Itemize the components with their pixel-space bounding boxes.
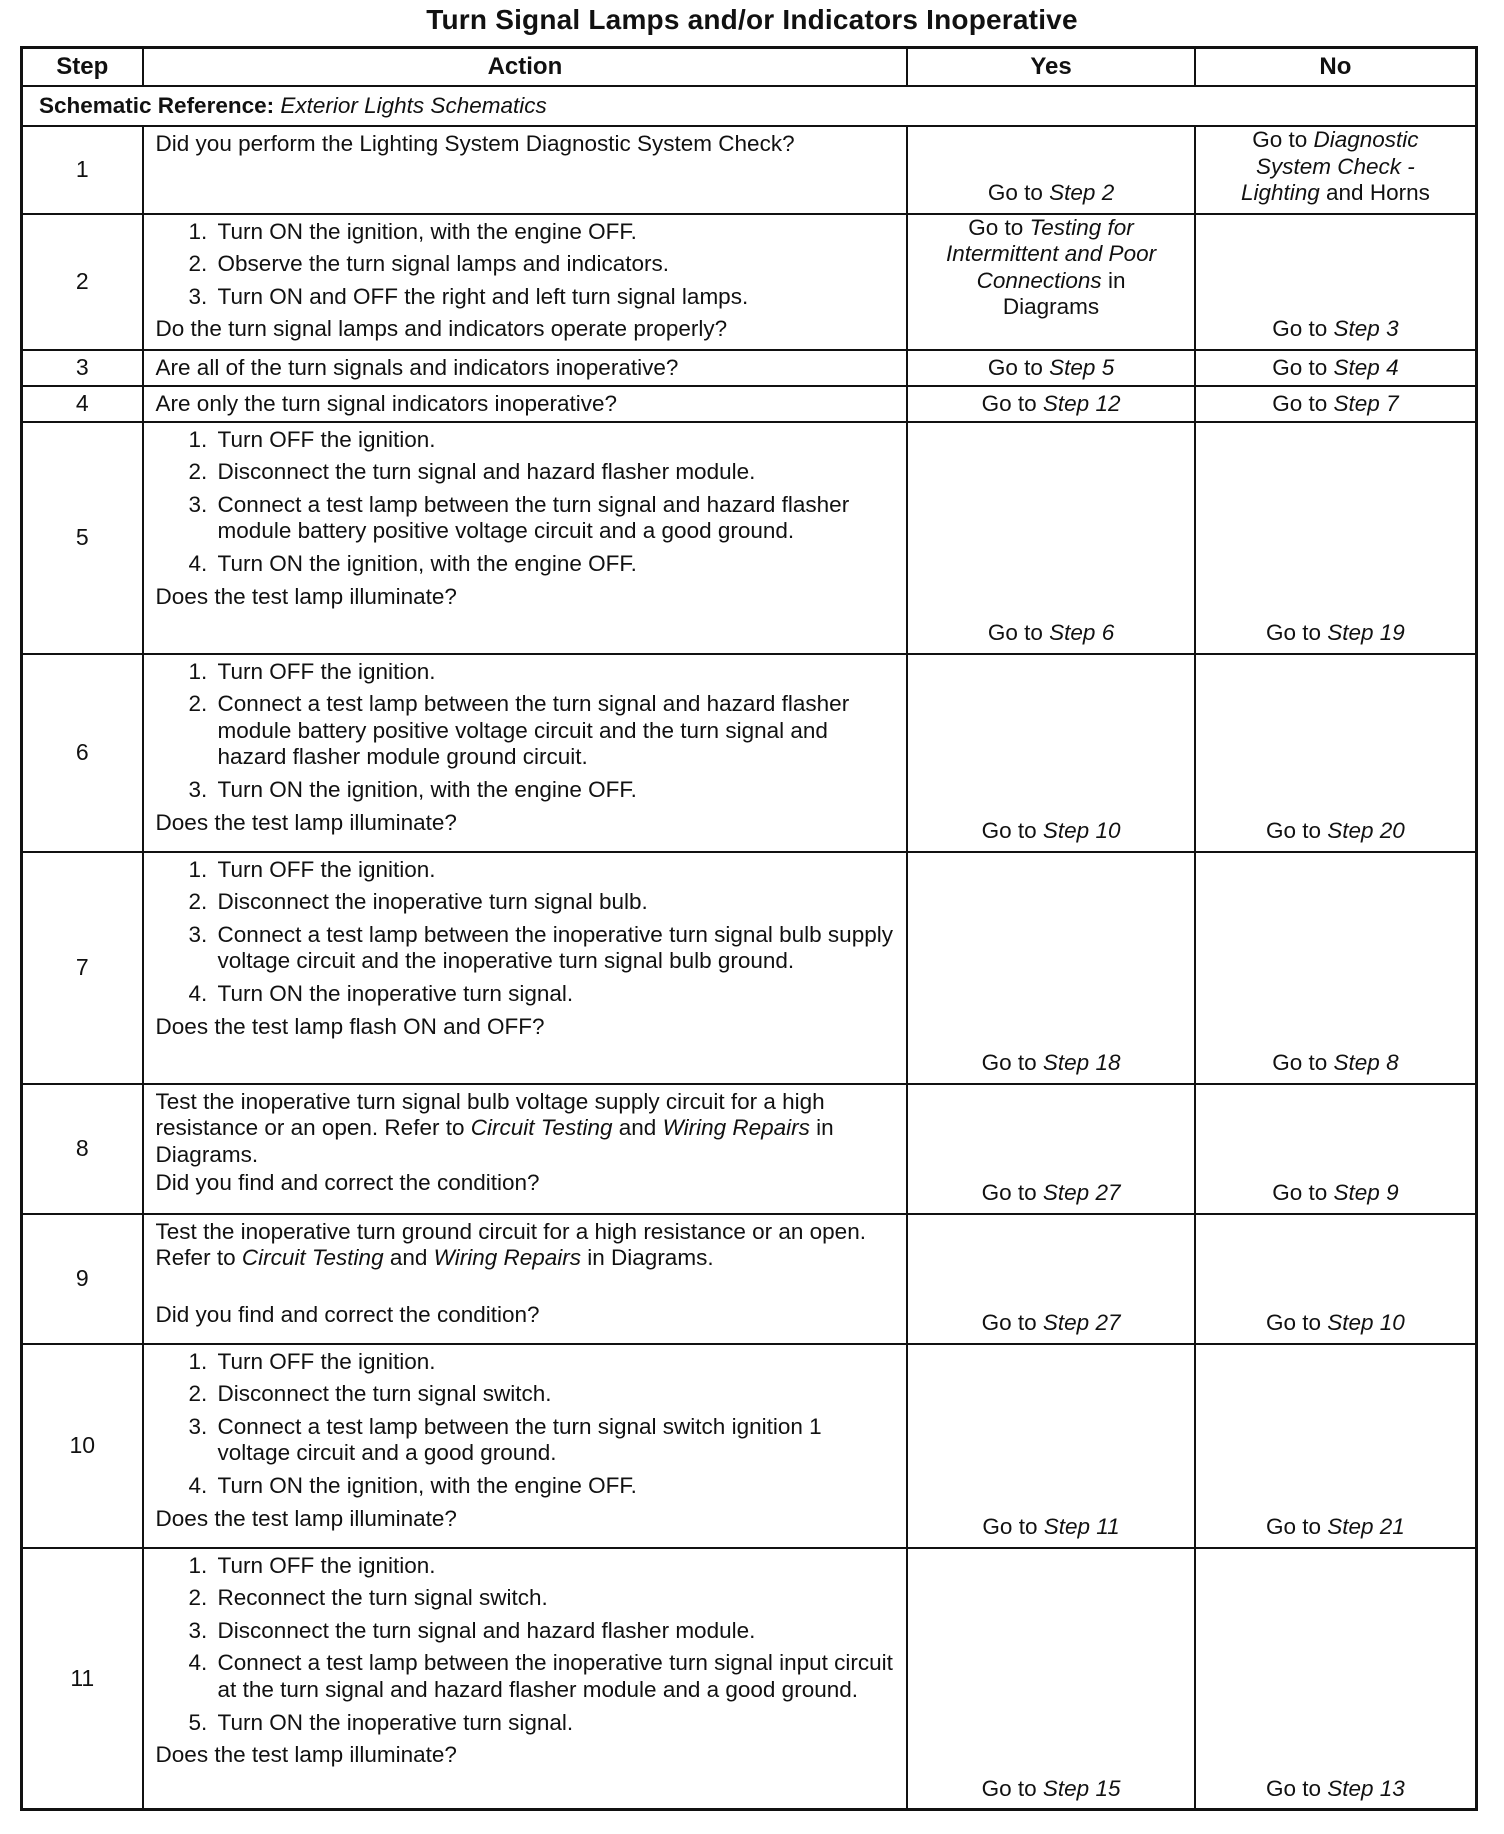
step-ref xyxy=(1334,1050,1399,1075)
goto-link[interactable] xyxy=(982,818,1121,843)
substep-list xyxy=(156,1349,901,1500)
step-word: Step xyxy=(1042,1180,1090,1206)
step-target: 18 xyxy=(1095,1050,1121,1076)
goto-link[interactable] xyxy=(1272,316,1398,341)
goto-text: Go to xyxy=(1265,818,1321,844)
step-ref xyxy=(1049,620,1114,645)
substep: 5. Turn ON the inoperative turn signal. xyxy=(214,1710,901,1737)
step-target: 2 xyxy=(1101,180,1115,206)
step-word: Step xyxy=(1042,1310,1090,1336)
substep: 2. Observe the turn signal lamps and indicators. xyxy=(214,251,901,278)
action-question: Did you find and correct the condition? xyxy=(155,1170,540,1196)
action-question: Do the turn signal lamps and indicators operate properly? xyxy=(155,316,728,342)
goto-text: Go to xyxy=(981,1050,1037,1076)
substep: 2. Disconnect the inoperative turn signal bulb. xyxy=(214,889,901,916)
no-cell xyxy=(1195,1344,1477,1548)
substep: 2. Disconnect the turn signal switch. xyxy=(214,1381,901,1408)
goto-link[interactable] xyxy=(982,1310,1121,1335)
action-cell xyxy=(143,852,908,1084)
yes-cell xyxy=(907,1344,1195,1548)
action-question: Does the test lamp illuminate? xyxy=(155,1505,457,1531)
step-target: 13 xyxy=(1379,1775,1405,1801)
goto-link[interactable] xyxy=(1272,1180,1398,1205)
action-question: Does the test lamp illuminate? xyxy=(155,1742,457,1768)
step-word: Step xyxy=(1333,1050,1380,1076)
step-target: 4 xyxy=(1386,354,1399,380)
action-cell xyxy=(143,1548,908,1810)
table-row xyxy=(22,654,1477,852)
step-ref xyxy=(1334,355,1399,380)
no-cell xyxy=(1195,422,1477,654)
substep: 3. Connect a test lamp between the inoperative turn signal bulb supply voltage circuit and the inoperative turn signal bulb ground. xyxy=(214,922,901,975)
substep: 1. Turn OFF the ignition. xyxy=(214,427,901,454)
goto-text: Go to xyxy=(987,620,1043,646)
header-yes: Yes xyxy=(907,48,1195,87)
table-row xyxy=(22,350,1477,386)
action-text xyxy=(156,1089,901,1169)
step-target: 27 xyxy=(1095,1180,1121,1206)
ref-text: and Horns xyxy=(1326,180,1430,206)
goto-text: Go to xyxy=(1252,127,1308,152)
step-word: Step xyxy=(1327,818,1374,844)
substep-list xyxy=(156,659,901,804)
wiring-repairs-link[interactable]: Wiring Repairs xyxy=(662,1115,810,1141)
ref-text: Diagnostic xyxy=(1313,127,1419,152)
goto-link[interactable] xyxy=(1266,620,1405,645)
substep-list xyxy=(156,427,901,578)
step-number: 7 xyxy=(22,852,143,1084)
substep: 2. Connect a test lamp between the turn signal and hazard flasher module battery positive voltage circuit and the turn signal and hazard flasher module ground circuit. xyxy=(214,691,901,771)
substep: 1. Turn OFF the ignition. xyxy=(214,1349,901,1376)
action-question: Does the test lamp illuminate? xyxy=(155,583,457,609)
substep-list xyxy=(156,1553,901,1736)
ref-text: Intermittent and Poor xyxy=(945,241,1157,267)
table-row xyxy=(22,422,1477,654)
goto-link[interactable] xyxy=(1272,1050,1398,1075)
substep: 4. Turn ON the ignition, with the engine OFF. xyxy=(214,551,901,578)
header-no: No xyxy=(1195,48,1477,87)
goto-link[interactable] xyxy=(982,1514,1119,1539)
action-cell xyxy=(143,1214,908,1344)
step-number: 6 xyxy=(22,654,143,852)
goto-link[interactable] xyxy=(1266,1514,1405,1539)
step-ref xyxy=(1327,620,1405,645)
step-target: 3 xyxy=(1386,316,1399,342)
step-number: 2 xyxy=(22,214,143,350)
action-cell xyxy=(143,1084,908,1214)
goto-link[interactable] xyxy=(1266,818,1405,843)
goto-text: Go to xyxy=(1272,1050,1328,1076)
ref-text: Connections xyxy=(976,267,1102,293)
step-word: Step xyxy=(1327,620,1374,646)
schematic-row xyxy=(22,86,1477,126)
goto-text: Go to xyxy=(1272,354,1328,380)
substep: 4. Turn ON the inoperative turn signal. xyxy=(214,981,901,1008)
substep: 3. Connect a test lamp between the turn signal and hazard flasher module battery positive voltage circuit and a good ground. xyxy=(214,492,901,545)
yes-cell xyxy=(907,214,1195,350)
action-cell xyxy=(143,422,908,654)
table-row xyxy=(22,1548,1477,1810)
goto-text: Go to xyxy=(1272,316,1328,342)
substep: 1. Turn OFF the ignition. xyxy=(214,659,901,686)
action-question: Does the test lamp illuminate? xyxy=(155,809,457,835)
step-ref xyxy=(1044,1514,1120,1539)
substep: 3. Turn ON and OFF the right and left turn signal lamps. xyxy=(214,284,901,311)
goto-text: Go to xyxy=(987,354,1043,380)
ref-text: Diagrams xyxy=(1002,294,1100,320)
no-cell xyxy=(1195,852,1477,1084)
yes-cell xyxy=(907,126,1195,214)
step-target: 10 xyxy=(1379,1310,1405,1336)
goto-link[interactable] xyxy=(1272,391,1398,416)
substep: 4. Connect a test lamp between the inoperative turn signal input circuit at the turn signal and hazard flasher module and a good ground. xyxy=(214,1650,901,1703)
goto-link[interactable] xyxy=(982,1776,1121,1801)
no-cell xyxy=(1195,126,1477,214)
goto-text: Go to xyxy=(981,390,1037,416)
step-ref xyxy=(1334,1180,1399,1205)
goto-link[interactable] xyxy=(1266,1776,1405,1801)
no-cell xyxy=(1195,214,1477,350)
substep: 3. Turn ON the ignition, with the engine OFF. xyxy=(214,777,901,804)
goto-text: Go to xyxy=(981,818,1037,844)
yes-cell xyxy=(907,350,1195,386)
substep: 2. Disconnect the turn signal and hazard flasher module. xyxy=(214,459,901,486)
header-row xyxy=(22,48,1477,87)
substep: 1. Turn ON the ignition, with the engine OFF. xyxy=(214,219,901,246)
step-number: 10 xyxy=(22,1344,143,1548)
step-ref xyxy=(1043,1180,1121,1205)
ref-text: Testing for xyxy=(1029,214,1134,240)
yes-cell xyxy=(907,1548,1195,1810)
action-cell xyxy=(143,350,908,386)
step-ref xyxy=(1043,391,1121,416)
action-text-part: and xyxy=(389,1245,428,1271)
goto-link[interactable] xyxy=(1266,1310,1405,1335)
header-step: Step xyxy=(22,48,143,87)
step-word: Step xyxy=(1042,1050,1090,1076)
circuit-testing-link[interactable]: Circuit Testing xyxy=(241,1245,384,1271)
goto-text: Go to xyxy=(1265,1514,1321,1540)
step-word: Step xyxy=(1333,1180,1380,1206)
action-question: Are only the turn signal indicators inoperative? xyxy=(155,390,618,416)
step-target: 20 xyxy=(1379,818,1405,844)
step-target: 11 xyxy=(1096,1514,1120,1540)
no-cell xyxy=(1195,386,1477,422)
substep: 3. Connect a test lamp between the turn signal switch ignition 1 voltage circuit and a good ground. xyxy=(214,1414,901,1467)
table-row xyxy=(22,1214,1477,1344)
goto-link[interactable] xyxy=(982,1180,1121,1205)
step-number: 8 xyxy=(22,1084,143,1214)
goto-text: Go to xyxy=(982,1514,1038,1540)
step-word: Step xyxy=(1327,1775,1374,1801)
page-title: Turn Signal Lamps and/or Indicators Inoperative xyxy=(426,4,1078,35)
step-number: 5 xyxy=(22,422,143,654)
step-ref xyxy=(1327,1310,1405,1335)
table-row xyxy=(22,1084,1477,1214)
step-word: Step xyxy=(1333,354,1380,380)
action-cell xyxy=(143,126,908,214)
step-target: 9 xyxy=(1386,1180,1399,1206)
action-text-part: and xyxy=(618,1115,657,1141)
action-question: Did you perform the Lighting System Diagnostic System Check? xyxy=(155,131,795,156)
step-ref xyxy=(1327,818,1405,843)
goto-text: Go to xyxy=(1272,390,1328,416)
step-ref xyxy=(1043,1050,1121,1075)
step-target: 21 xyxy=(1379,1514,1405,1540)
step-target: 15 xyxy=(1095,1775,1121,1801)
step-number: 4 xyxy=(22,386,143,422)
step-target: 5 xyxy=(1101,354,1115,380)
step-target: 27 xyxy=(1095,1310,1121,1336)
step-ref xyxy=(1049,355,1114,380)
goto-link[interactable] xyxy=(914,215,1188,321)
wiring-repairs-link[interactable]: Wiring Repairs xyxy=(433,1245,582,1271)
step-word: Step xyxy=(1049,620,1096,646)
goto-text: Go to xyxy=(981,1310,1037,1336)
step-ref xyxy=(1334,391,1399,416)
step-word: Step xyxy=(1043,1514,1091,1540)
no-cell xyxy=(1195,1214,1477,1344)
substep: 4. Turn ON the ignition, with the engine OFF. xyxy=(214,1473,901,1500)
yes-cell xyxy=(907,852,1195,1084)
goto-link[interactable] xyxy=(1272,355,1398,380)
step-word: Step xyxy=(1049,180,1096,206)
action-cell xyxy=(143,654,908,852)
goto-text: Go to xyxy=(968,214,1024,240)
goto-link[interactable] xyxy=(988,355,1114,380)
circuit-testing-link[interactable]: Circuit Testing xyxy=(470,1115,613,1141)
action-question: Did you find and correct the condition? xyxy=(155,1301,540,1327)
table-row xyxy=(22,214,1477,350)
action-text-part: Test the inoperative turn ground circuit for a high resistance or an open. Refer to xyxy=(155,1218,866,1271)
table-row xyxy=(22,386,1477,422)
step-word: Step xyxy=(1333,316,1380,342)
goto-text: Go to xyxy=(981,1180,1037,1206)
step-ref xyxy=(1327,1776,1405,1801)
goto-text: Go to xyxy=(981,1775,1037,1801)
table-row xyxy=(22,1344,1477,1548)
step-target: 10 xyxy=(1095,818,1121,844)
step-number: 9 xyxy=(22,1214,143,1344)
goto-text: Go to xyxy=(1272,1180,1328,1206)
goto-link[interactable] xyxy=(1202,127,1469,207)
header-action: Action xyxy=(143,48,908,87)
substep: 1. Turn OFF the ignition. xyxy=(214,857,901,884)
action-text-part: in Diagrams. xyxy=(587,1245,714,1271)
yes-cell xyxy=(907,422,1195,654)
step-target: 6 xyxy=(1101,620,1115,646)
yes-cell xyxy=(907,1084,1195,1214)
substep: 1. Turn OFF the ignition. xyxy=(214,1553,901,1580)
step-target: 12 xyxy=(1095,390,1121,416)
no-cell xyxy=(1195,1084,1477,1214)
yes-cell xyxy=(907,386,1195,422)
step-target: 8 xyxy=(1386,1050,1399,1076)
step-word: Step xyxy=(1042,390,1090,416)
schematic-link[interactable]: Exterior Lights Schematics xyxy=(280,92,547,118)
step-ref xyxy=(1043,818,1121,843)
step-target: 19 xyxy=(1379,620,1405,646)
no-cell xyxy=(1195,1548,1477,1810)
step-word: Step xyxy=(1327,1310,1374,1336)
action-text-part: in Diagrams. xyxy=(155,1115,834,1167)
step-ref xyxy=(1043,1310,1121,1335)
action-text-part: Test the inoperative turn signal bulb voltage supply circuit for a high resistance or an open. Refer to xyxy=(155,1088,825,1141)
substep: 2. Reconnect the turn signal switch. xyxy=(214,1585,901,1612)
step-word: Step xyxy=(1042,818,1090,844)
no-cell xyxy=(1195,350,1477,386)
table-row xyxy=(22,852,1477,1084)
substep: 3. Disconnect the turn signal and hazard flasher module. xyxy=(214,1618,901,1645)
goto-link[interactable] xyxy=(982,391,1121,416)
step-word: Step xyxy=(1333,390,1380,416)
yes-cell xyxy=(907,654,1195,852)
schematic-reference xyxy=(22,86,1477,126)
step-ref xyxy=(1043,1776,1121,1801)
ref-text: Lighting xyxy=(1240,180,1320,206)
goto-link[interactable] xyxy=(988,180,1114,205)
step-ref xyxy=(1049,180,1114,205)
yes-cell xyxy=(907,1214,1195,1344)
step-ref xyxy=(1334,316,1399,341)
ref-text: System Check - xyxy=(1255,153,1415,179)
action-question: Does the test lamp flash ON and OFF? xyxy=(155,1013,545,1039)
schematic-label: Schematic Reference: xyxy=(39,92,275,118)
step-word: Step xyxy=(1327,1514,1374,1540)
ref-text: in xyxy=(1107,267,1126,293)
step-number: 1 xyxy=(22,126,143,214)
step-number: 11 xyxy=(22,1548,143,1810)
goto-link[interactable] xyxy=(982,1050,1121,1075)
table-row xyxy=(22,126,1477,214)
goto-link[interactable] xyxy=(988,620,1114,645)
substep-list xyxy=(156,857,901,1008)
no-cell xyxy=(1195,654,1477,852)
step-target: 7 xyxy=(1386,390,1399,416)
step-number: 3 xyxy=(22,350,143,386)
action-question: Are all of the turn signals and indicators inoperative? xyxy=(155,354,679,380)
goto-text: Go to xyxy=(1265,620,1321,646)
action-cell xyxy=(143,386,908,422)
step-word: Step xyxy=(1049,354,1096,380)
action-cell xyxy=(143,1344,908,1548)
diagnostic-table xyxy=(20,46,1478,1811)
substep-list xyxy=(156,219,901,311)
action-cell xyxy=(143,214,908,350)
action-text xyxy=(156,1219,901,1272)
step-word: Step xyxy=(1042,1775,1090,1801)
goto-text: Go to xyxy=(987,180,1043,206)
goto-text: Go to xyxy=(1265,1775,1321,1801)
goto-text: Go to xyxy=(1265,1310,1321,1336)
step-ref xyxy=(1327,1514,1405,1539)
